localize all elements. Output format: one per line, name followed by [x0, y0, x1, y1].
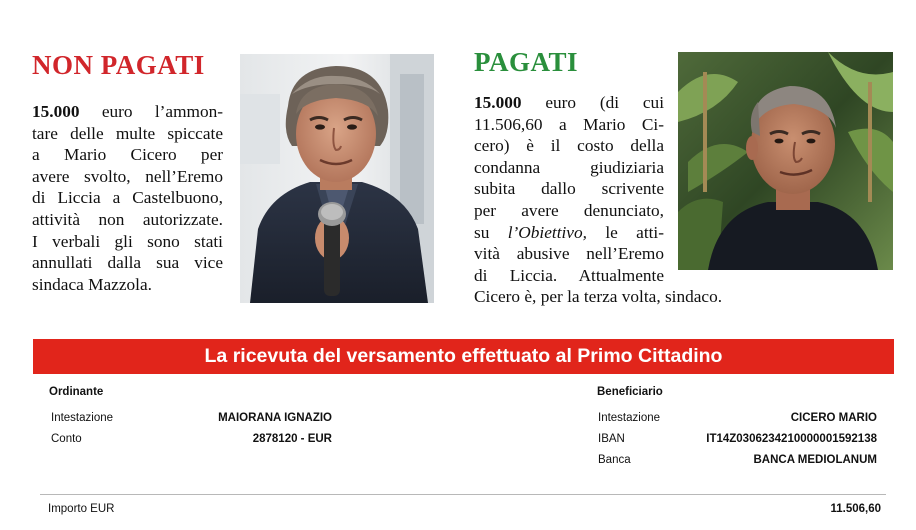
- text-line: Cicero è, per la terza volta, sindaco.: [474, 287, 723, 307]
- text-line: I verbali gli sono stati: [32, 231, 223, 251]
- text-line: 15.000 euro l’ammon-: [32, 102, 223, 121]
- photo-man-with-microphone: [240, 54, 434, 303]
- text-line: avere svolto, nell’Eremo: [32, 166, 223, 186]
- beneficiario-intestazione-label: Intestazione: [598, 412, 661, 424]
- text-line: su l’Obiettivo, le atti-: [474, 222, 664, 242]
- beneficiario-banca-label: Banca: [598, 454, 631, 466]
- text-line: per avere denunciato,: [474, 200, 664, 220]
- importo-value: 11.506,60: [830, 503, 881, 515]
- text-line: subita dallo scrivente: [474, 179, 664, 199]
- text-line: di Liccia. Attualmente: [474, 265, 664, 285]
- non-pagati-text: [32, 101, 223, 295]
- ordinante-intestazione-value: MAIORANA IGNAZIO: [218, 412, 332, 424]
- text-line: sindaca Mazzola.: [32, 274, 152, 294]
- beneficiario-iban-value: IT14Z0306234210000001592138: [706, 433, 877, 445]
- pagati-heading: PAGATI: [474, 47, 578, 77]
- text-line: tare delle multe spiccate: [32, 123, 223, 143]
- beneficiario-intestazione-value: CICERO MARIO: [790, 412, 877, 424]
- beneficiario-banca-value: BANCA MEDIOLANUM: [753, 454, 877, 466]
- text-line: vità abusive nell’Eremo: [474, 244, 664, 264]
- text-line: 15.000 euro (di cui: [474, 93, 664, 112]
- text-line: condanna giudiziaria: [474, 157, 664, 177]
- non-pagati-heading: NON PAGATI: [32, 50, 205, 80]
- ordinante-conto-label: Conto: [51, 433, 82, 445]
- pagati-text: [474, 92, 723, 308]
- text-line: annullati dalla sua vice: [32, 253, 223, 273]
- newspaper-name: l’Obiettivo,: [507, 222, 587, 242]
- text-line: attività non autorizzate.: [32, 209, 223, 229]
- importo-label: Importo EUR: [48, 503, 115, 515]
- ordinante-intestazione-label: Intestazione: [51, 412, 114, 424]
- text-line: 11.506,60 a Mario Ci-: [474, 114, 664, 134]
- ordinante-title: Ordinante: [49, 386, 104, 398]
- photo-illustration: [678, 52, 893, 270]
- beneficiario-iban-label: IBAN: [598, 433, 625, 445]
- amount-bold: 15.000: [32, 102, 80, 121]
- text-line: a Mario Cicero per: [32, 145, 223, 165]
- receipt-banner: La ricevuta del versamento effettuato al Primo Cittadino: [33, 339, 894, 374]
- photo-man-outdoors: [678, 52, 893, 270]
- text-line: cero) è il costo della: [474, 136, 664, 156]
- photo-illustration: [240, 54, 434, 303]
- ordinante-conto-value: 2878120 - EUR: [252, 433, 332, 445]
- text-line: di Liccia a Castelbuono,: [32, 188, 223, 208]
- receipt-divider: [40, 494, 886, 495]
- beneficiario-title: Beneficiario: [597, 386, 663, 398]
- amount-bold: 15.000: [474, 93, 522, 112]
